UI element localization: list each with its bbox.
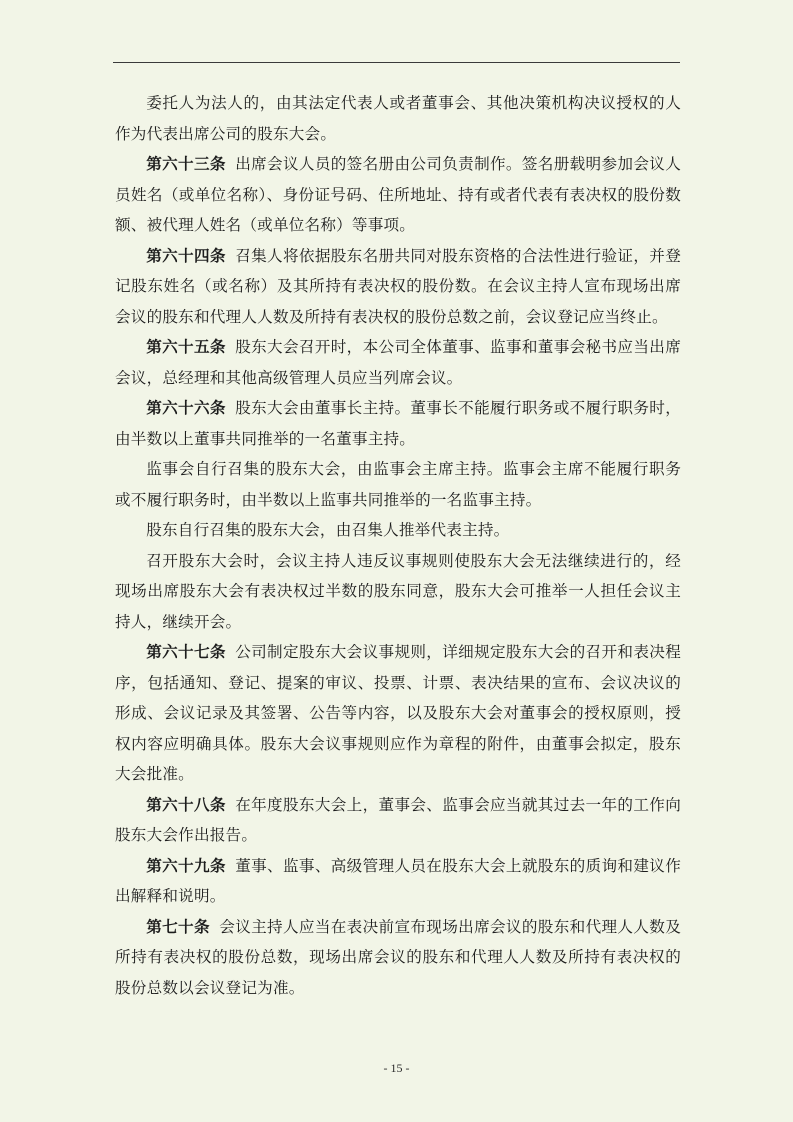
paragraph-text: 股东大会召开时，本公司全体董事、监事和董事会秘书应当出席会议，总经理和其他高级管理人员应当列席会议。: [115, 338, 681, 387]
article-number: 第六十七条: [146, 642, 226, 661]
article-number: 第六十五条: [146, 337, 226, 356]
paragraph-text: 会议主持人应当在表决前宣布现场出席会议的股东和代理人人数及所持有表决权的股份总数，现场出席会议的股东和代理人人数及所持有表决权的股份总数以会议登记为准。: [115, 917, 681, 997]
paragraph: [115, 912, 681, 1004]
paragraph: [115, 851, 681, 912]
article-number: 第六十九条: [146, 855, 226, 875]
paragraph: [115, 241, 681, 333]
paragraph-text: 召集人将依据股东名册共同对股东资格的合法性进行验证，并登记股东姓名（或名称）及其所持有表决权的股份数。在会议主持人宣布现场出席会议的股东和代理人人数及所持有表决权的股份总数之前，会议登记应当终止。: [115, 246, 681, 326]
paragraph-text: 股东自行召集的股东大会，由召集人推举代表主持。: [146, 521, 510, 539]
paragraph: [115, 88, 681, 149]
article-number: 第六十四条: [146, 245, 226, 265]
header-rule: [113, 62, 680, 63]
paragraph: [115, 393, 681, 454]
page-number: - 15 -: [383, 1061, 410, 1075]
paragraph: [115, 454, 681, 515]
article-number: 第六十六条: [146, 398, 226, 417]
paragraph: [115, 332, 681, 393]
paragraph: [115, 790, 681, 851]
paragraph-text: 监事会自行召集的股东大会，由监事会主席主持。监事会主席不能履行职务或不履行职务时，由半数以上监事共同推举的一名监事主持。: [115, 460, 681, 509]
paragraph-text: 委托人为法人的，由其法定代表人或者董事会、其他决策机构决议授权的人作为代表出席公司的股东大会。: [115, 94, 681, 143]
article-number: 第七十条: [146, 916, 210, 936]
paragraph: [115, 546, 681, 638]
document-body: [115, 88, 681, 1003]
paragraph-text: 出席会议人员的签名册由公司负责制作。签名册载明参加会议人员姓名（或单位名称）、身份证号码、住所地址、持有或者代表有表决权的股份数额、被代理人姓名（或单位名称）等事项。: [115, 155, 681, 234]
article-number: 第六十三条: [146, 154, 226, 173]
paragraph: [115, 515, 681, 546]
paragraph: [115, 637, 681, 790]
paragraph: [115, 149, 681, 241]
paragraph-text: 在年度股东大会上，董事会、监事会应当就其过去一年的工作向股东大会作出报告。: [115, 795, 681, 844]
paragraph-text: 股东大会由董事长主持。董事长不能履行职务或不履行职务时，由半数以上董事共同推举的一名董事主持。: [115, 399, 681, 448]
article-number: 第六十八条: [146, 794, 226, 814]
paragraph-text: 公司制定股东大会议事规则，详细规定股东大会的召开和表决程序，包括通知、登记、提案的审议、投票、计票、表决结果的宣布、会议决议的形成、会议记录及其签署、公告等内容，以及股东大会对董事会的授权原则，授权内容应明确具体。股东大会议事规则应作为章程的附件，由董事会拟定，股东大会批准。: [115, 643, 681, 783]
paragraph-text: 召开股东大会时，会议主持人违反议事规则使股东大会无法继续进行的，经现场出席股东大会有表决权过半数的股东同意，股东大会可推举一人担任会议主持人，继续开会。: [115, 551, 681, 631]
paragraph-text: 董事、监事、高级管理人员在股东大会上就股东的质询和建议作出解释和说明。: [115, 856, 681, 905]
